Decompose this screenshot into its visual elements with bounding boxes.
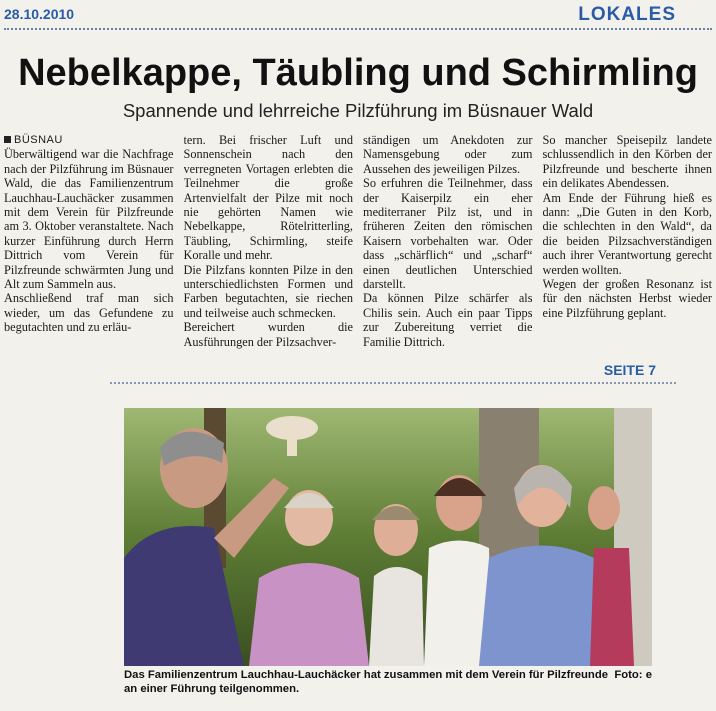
paragraph: So erfuhren die Teilnehmer, dass der Kaiserpilz ein eher mediterraner Pilz ist, und in früheren Zeiten den römischen Kaisern vorbehalten war. Oder dass „schärflich“ und „scharf“ einen deutlichen Unterschied darstellt. xyxy=(363,176,533,292)
paragraph: Wegen der großen Resonanz ist für den nächsten Herbst wieder eine Pilzführung geplant. xyxy=(542,277,712,320)
dateline-square-icon xyxy=(4,136,11,143)
caption-text: Das Familienzentrum Lauchhau-Lauchäcker hat zusammen mit dem Verein für Pilzfreunde an einer Führung teilgenommen. xyxy=(124,669,609,695)
middle-divider xyxy=(110,382,676,384)
section-label: LOKALES xyxy=(578,4,676,25)
dateline: BÜSNAU xyxy=(4,133,174,147)
page-reference: SEITE 7 xyxy=(603,362,656,378)
text-column-3 xyxy=(363,133,533,355)
issue-date: 28.10.2010 xyxy=(4,6,75,22)
text-column-1 xyxy=(4,133,174,355)
article-photo xyxy=(124,408,652,666)
article-subheadline: Spannende und lehrreiche Pilzführung im Büsnauer Wald xyxy=(122,100,594,121)
paragraph: Am Ende der Führung hieß es dann: „Die Guten in den Korb, die schlechten in den Wald“, da die beiden Pilzsachverständigen auch ihrer Verantwortung gerecht werden wollten. xyxy=(542,190,712,277)
article-headline: Nebelkappe, Täubling und Schirmling xyxy=(18,52,698,94)
paragraph: Da können Pilze schärfer als Chilis sein. Auch ein paar Tipps zur Zubereitung verriet die Familie Dittrich. xyxy=(363,291,533,349)
paragraph: ständigen um Anekdoten zur Namensgebung oder zum Aussehen des jeweiligen Pilzes. xyxy=(363,133,533,176)
top-divider xyxy=(4,28,712,30)
paragraph: Anschließend traf man sich wieder, um das Gefundene zu begutachten und zu erläu- xyxy=(4,291,174,335)
photo-credit: Foto: e xyxy=(614,669,652,681)
article-body xyxy=(4,133,712,355)
paragraph: Überwältigend war die Nachfrage nach der Pilzführung im Büsnauer Wald, die das Familienzentrum Lauchhau-Lauchäcker zusammen mit dem Verein für Pilzfreunde am 3. Oktober veranstaltete. Nach kurzer Einführung durch Herrn Dittrich vom Verein für Pilzfreunde schwärmten Jung und Alt zum Sammeln aus. xyxy=(4,147,174,292)
paragraph: tern. Bei frischer Luft und Sonnenschein nach den verregneten Vortagen erlebten die Teilnehmer die große Artenvielfalt der Pilze mit noch nie gehörten Namen wie Nebelkappe, Rötelritterling, Täubling, Schirmling, steife Koralle und mehr. xyxy=(183,133,353,263)
paragraph: Die Pilzfans konnten Pilze in den unterschiedlichsten Formen und Farben begutachten, sie riechen und teilweise auch schmecken. xyxy=(183,262,353,320)
photo-caption xyxy=(124,668,652,696)
text-column-4 xyxy=(543,133,713,355)
paragraph: Bereichert wurden die Ausführungen der Pilzsachver- xyxy=(183,320,353,349)
forest-group-photo xyxy=(124,408,652,666)
text-column-2 xyxy=(184,133,354,355)
paragraph: So mancher Speisepilz landete schlussendlich in den Körben der Pilzfreunde und bescherte ihnen ein delikates Abendessen. xyxy=(542,133,712,191)
